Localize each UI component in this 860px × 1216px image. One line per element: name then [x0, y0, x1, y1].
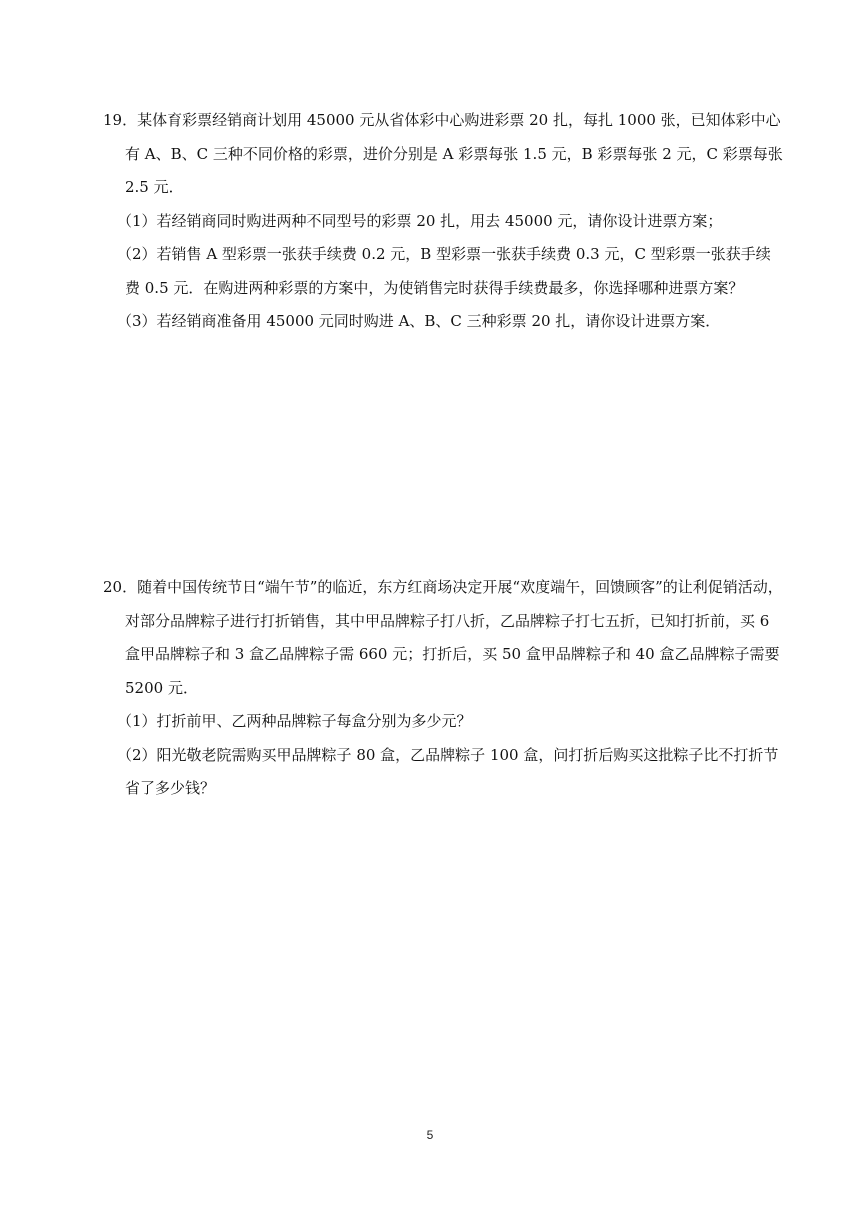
problem-20-part-2: [103, 739, 783, 806]
problem-19-stem: [103, 104, 783, 205]
problem-19-text: 某体育彩票经销商计划用 45000 元从省体彩中心购进彩票 20 扎，每扎 1000 张，已知体彩中心有 A、B、C 三种不同价格的彩票，进价分别是 A 彩票每张 1.5 元，B 彩票每张 2 元，C 彩票每张 2.5 元．: [125, 111, 783, 196]
problem-20-stem: [103, 571, 783, 705]
part-text: 若经销商准备用 45000 元同时购进 A、B、C 三种彩票 20 扎，请你设计进票方案．: [156, 312, 721, 330]
problem-19-part-1: [103, 205, 783, 239]
problem-20-text: 随着中国传统节日“端午节”的临近，东方红商场决定开展“欢度端午，回馈顾客”的让利促销活动，对部分品牌粽子进行打折销售，其中甲品牌粽子打八折，乙品牌粽子打七五折，已知打折前，买 6 盒甲品牌粽子和 3 盒乙品牌粽子需 660 元；打折后，买 50 盒甲品牌粽子和 40 盒乙品牌粽子需要 5200 元．: [125, 578, 783, 697]
problem-20-number: 20．: [103, 578, 138, 596]
problem-19-part-2: [103, 238, 783, 305]
page-number: 5: [426, 1128, 434, 1142]
part-text: 阳光敬老院需购买甲品牌粽子 80 盒，乙品牌粽子 100 盒，问打折后购买这批粽子比不打折节省了多少钱？: [125, 745, 779, 797]
problem-19-number: 19．: [103, 111, 138, 129]
part-mark: （2）: [117, 745, 157, 764]
problem-19-part-3: [103, 305, 783, 339]
part-text: 若销售 A 型彩票一张获手续费 0.2 元，B 型彩票一张获手续费 0.3 元，C 型彩票一张获手续费 0.5 元．在购进两种彩票的方案中，为使销售完时获得手续费最多，你选择哪种进票方案？: [125, 245, 771, 297]
part-text: 打折前甲、乙两种品牌粽子每盒分别为多少元？: [156, 712, 472, 730]
part-mark: （1）: [117, 211, 157, 230]
part-mark: （3）: [117, 312, 157, 330]
part-mark: （1）: [117, 712, 157, 730]
part-mark: （2）: [117, 245, 157, 263]
part-text: 若经销商同时购进两种不同型号的彩票 20 扎，用去 45000 元，请你设计进票方案；: [156, 211, 723, 230]
problem-20: [103, 571, 783, 806]
problem-20-part-1: [103, 705, 783, 739]
problem-19: [103, 104, 783, 339]
